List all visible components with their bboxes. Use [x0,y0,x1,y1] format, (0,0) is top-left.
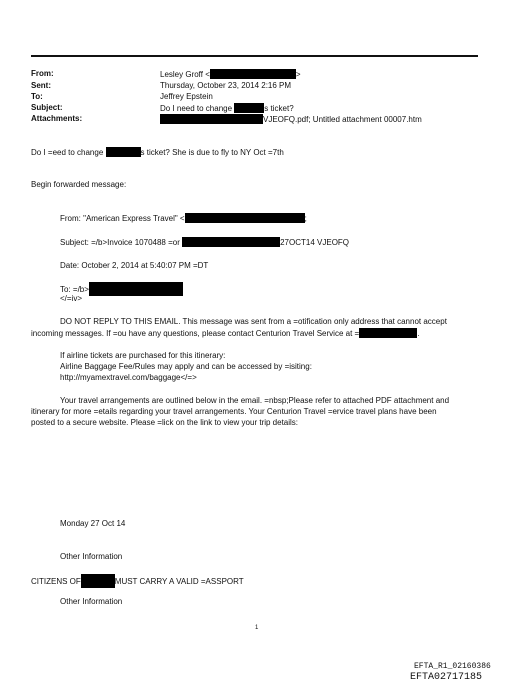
notice-line-1: DO NOT REPLY TO THIS EMAIL. This message was sent from a =otification only address that cannot accept [60,317,447,326]
redaction-block [106,147,141,157]
bates-number-r1: EFTA_R1_02160386 [414,662,491,671]
redaction-block [89,282,183,296]
fw-date-line: Date: October 2, 2014 at 5:40:07 PM =DT [60,261,209,270]
subject-value [160,103,294,114]
question-suffix: s ticket? She is due to fly to NY Oct =7th [140,148,284,157]
arrangements-line-3: posted to a secure website. Please =lick on the link to view your trip details: [31,418,299,427]
fw-to-prefix: To: =/b> [60,285,89,294]
airline-line-2: Airline Baggage Fee/Rules may apply and can be accessed by =isiting: [60,362,312,371]
redaction-block [185,213,305,223]
notice-end: . [417,329,420,338]
arrangements-line-1: Your travel arrangements are outlined below in the email. =nbsp;Please refer to attached PDF attachment and [60,396,450,405]
redaction-block [359,328,420,338]
fw-subject-line [60,237,349,248]
attachments-value [160,114,422,125]
question-line [31,147,284,158]
attachments-label: Attachments: [31,114,83,123]
fw-div-line: </=iv> [60,294,83,303]
redaction-block [210,69,296,79]
citizens-line [31,574,244,588]
notice-text: incoming messages. If =ou have any questions, please contact Centurion Travel Service at = [31,329,360,338]
to-label: To: [31,92,43,101]
from-value [160,69,301,80]
airline-line-1: If airline tickets are purchased for this itinerary: [60,351,226,360]
sent-value: Thursday, October 23, 2014 2:16 PM [160,81,292,90]
sent-label: Sent: [31,81,51,90]
notice-line-2 [31,328,419,339]
from-close: > [295,70,301,79]
question-prefix: Do I =eed to change [31,148,104,157]
bates-number: EFTA02717185 [410,672,483,683]
citizens-prefix: CITIZENS OF [31,577,81,586]
fw-subject-suffix: 27OCT14 VJEOFQ [280,238,350,247]
redaction-block [81,574,115,588]
itinerary-date: Monday 27 Oct 14 [60,519,126,528]
header-divider [31,55,478,57]
to-value: Jeffrey Epstein [160,92,213,101]
from-label: From: [31,69,54,78]
other-information-heading-2: Other Information [60,597,123,606]
citizens-suffix: MUST CARRY A VALID =ASSPORT [114,577,244,586]
arrangements-line-2: itinerary for more =etails regarding your travel arrangements. Your Centurion Travel =ervice travel plans have been [31,407,437,416]
fw-subject-prefix: Subject: =/b>Invoice 1070488 =or [60,238,180,247]
attachments-list: VJEOFQ.pdf; Untitled attachment 00007.htm [263,115,422,124]
from-name: Lesley Groff < [160,70,210,79]
fw-from-suffix: ; [304,214,307,223]
airline-line-3: http://myamextravel.com/baggage</=> [60,373,197,382]
forwarded-heading: Begin forwarded message: [31,180,127,189]
fw-from-prefix: From: "American Express Travel" < [60,214,185,223]
redaction-block [234,103,264,113]
redaction-block [182,237,280,247]
redaction-block [160,114,263,124]
subject-suffix: s ticket? [264,104,294,113]
page-number: 1 [255,625,259,631]
fw-from-line [60,213,307,224]
subject-prefix: Do I need to change [160,104,233,113]
subject-label: Subject: [31,103,63,112]
other-information-heading: Other Information [60,552,123,561]
